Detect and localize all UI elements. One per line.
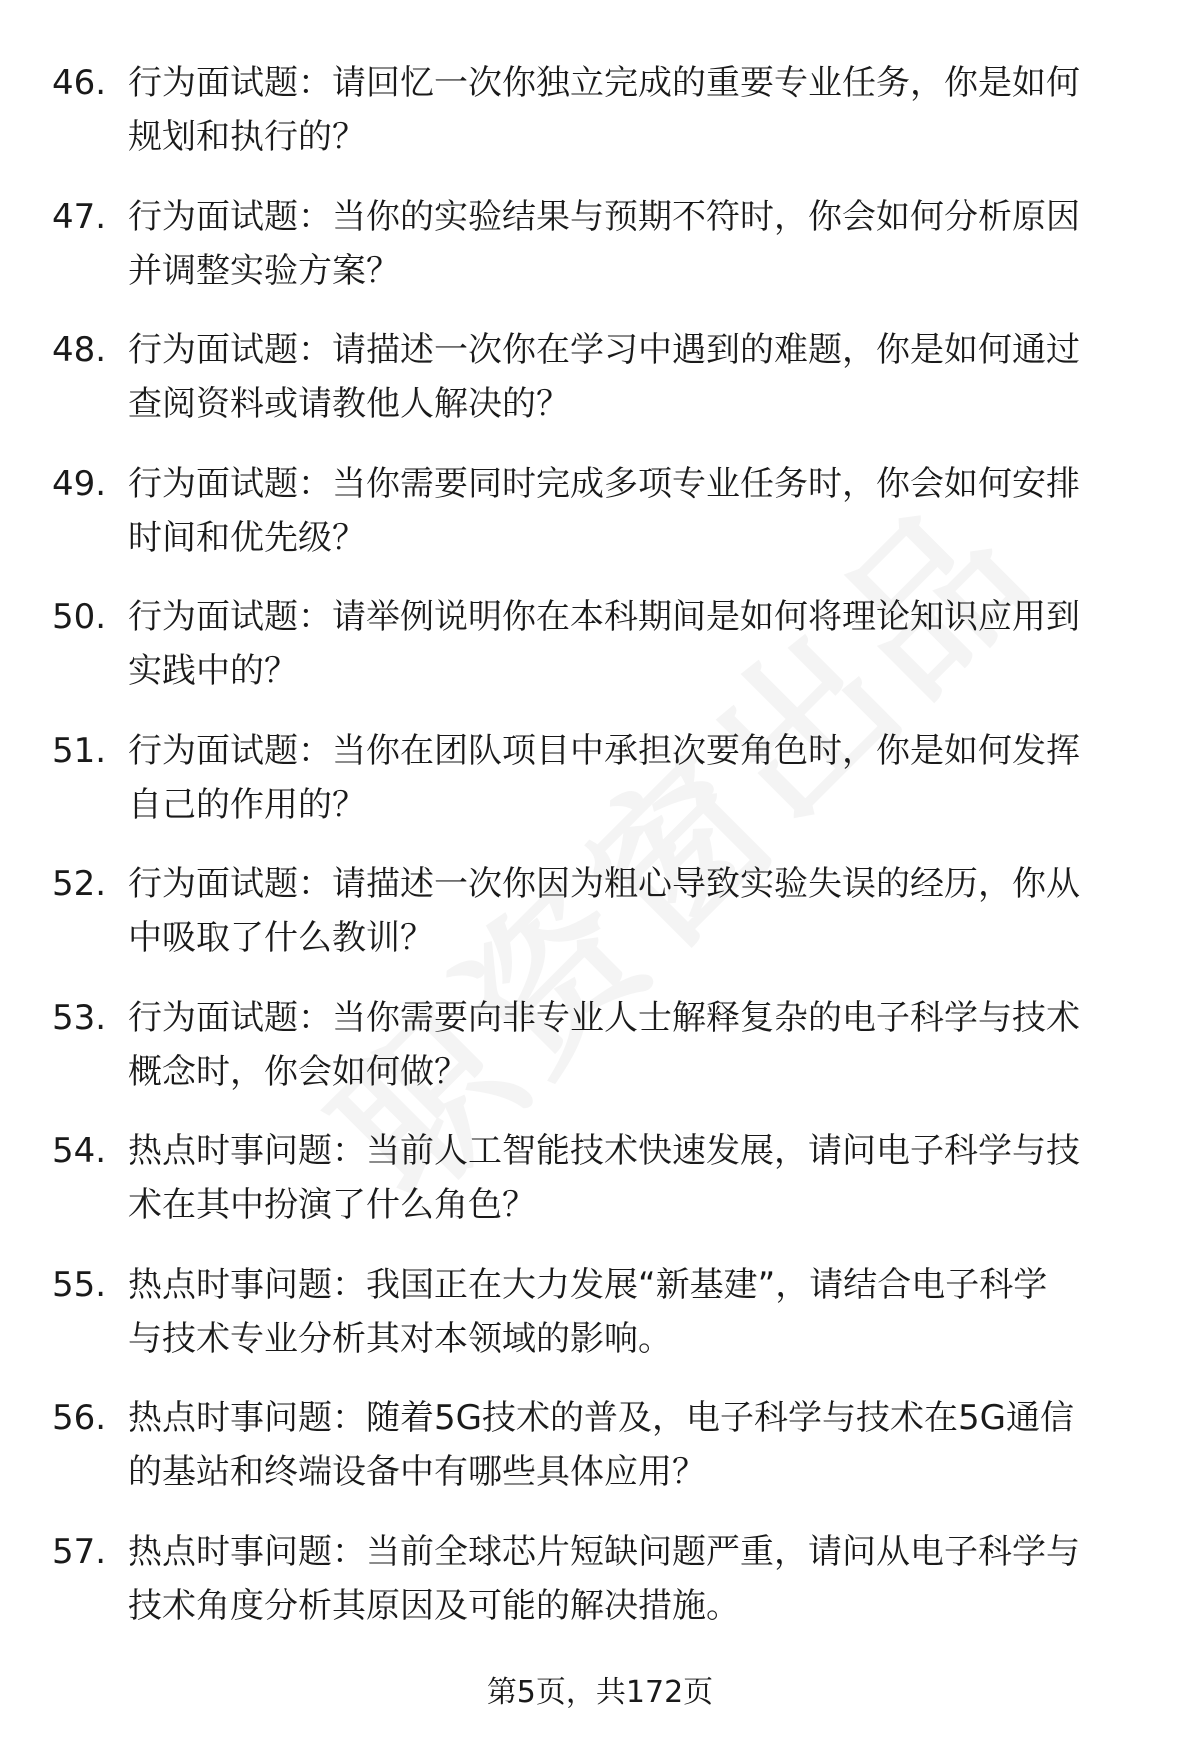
question-item: [0, 323, 1200, 457]
question-number: 56.: [52, 1398, 107, 1438]
question-item: [0, 1525, 1200, 1659]
question-number: 47.: [52, 196, 107, 237]
question-number: 55.: [52, 1264, 107, 1305]
question-text: 行为面试题：请回忆一次你独立完成的重要专业任务，你是如何 规划和执行的？: [128, 63, 1080, 157]
question-text: 行为面试题：当你的实验结果与预期不符时，你会如何分析原因 并调整实验方案？: [128, 196, 1080, 291]
question-list: [0, 56, 1200, 1658]
question-text: 热点时事问题：当前全球芯片短缺问题严重，请问从电子科学与 技术角度分析其原因及可能的解决措施。: [128, 1531, 1080, 1626]
question-item: [0, 991, 1200, 1125]
page-footer: 第5页，共172页: [486, 1675, 714, 1710]
question-item: [0, 56, 1200, 190]
question-number: 57.: [52, 1531, 107, 1572]
question-text: 行为面试题：当你在团队项目中承担次要角色时，你是如何发挥 自己的作用的？: [128, 730, 1080, 825]
question-item: [0, 1258, 1200, 1392]
question-number: 49.: [52, 463, 107, 504]
question-number: 51.: [52, 730, 107, 771]
question-number: 48.: [52, 330, 107, 370]
question-text: 行为面试题：请举例说明你在本科期间是如何将理论知识应用到 实践中的？: [128, 597, 1080, 691]
question-item: [0, 590, 1200, 724]
question-text: 热点时事问题：我国正在大力发展“新基建”，请结合电子科学 与技术专业分析其对本领域的影响。: [128, 1264, 1048, 1359]
question-number: 46.: [52, 63, 107, 103]
question-text: 热点时事问题：随着5G技术的普及，电子科学与技术在5G通信 的基站和终端设备中有哪些具体应用？: [128, 1398, 1074, 1492]
question-text: 行为面试题：当你需要向非专业人士解释复杂的电子科学与技术 概念时，你会如何做？: [128, 997, 1080, 1092]
question-item: [0, 457, 1200, 591]
question-item: [0, 1124, 1200, 1258]
question-item: [0, 857, 1200, 991]
question-text: 行为面试题：请描述一次你在学习中遇到的难题，你是如何通过 查阅资料或请教他人解决的？: [128, 330, 1080, 424]
question-number: 50.: [52, 597, 107, 637]
question-number: 53.: [52, 997, 107, 1038]
question-item: [0, 1391, 1200, 1525]
question-item: [0, 724, 1200, 858]
question-number: 52.: [52, 864, 107, 904]
question-text: 行为面试题：当你需要同时完成多项专业任务时，你会如何安排 时间和优先级？: [128, 463, 1080, 558]
question-item: [0, 190, 1200, 324]
question-text: 热点时事问题：当前人工智能技术快速发展，请问电子科学与技 术在其中扮演了什么角色？: [128, 1131, 1080, 1225]
question-text: 行为面试题：请描述一次你因为粗心导致实验失误的经历，你从 中吸取了什么教训？: [128, 864, 1080, 958]
question-number: 54.: [52, 1131, 107, 1171]
